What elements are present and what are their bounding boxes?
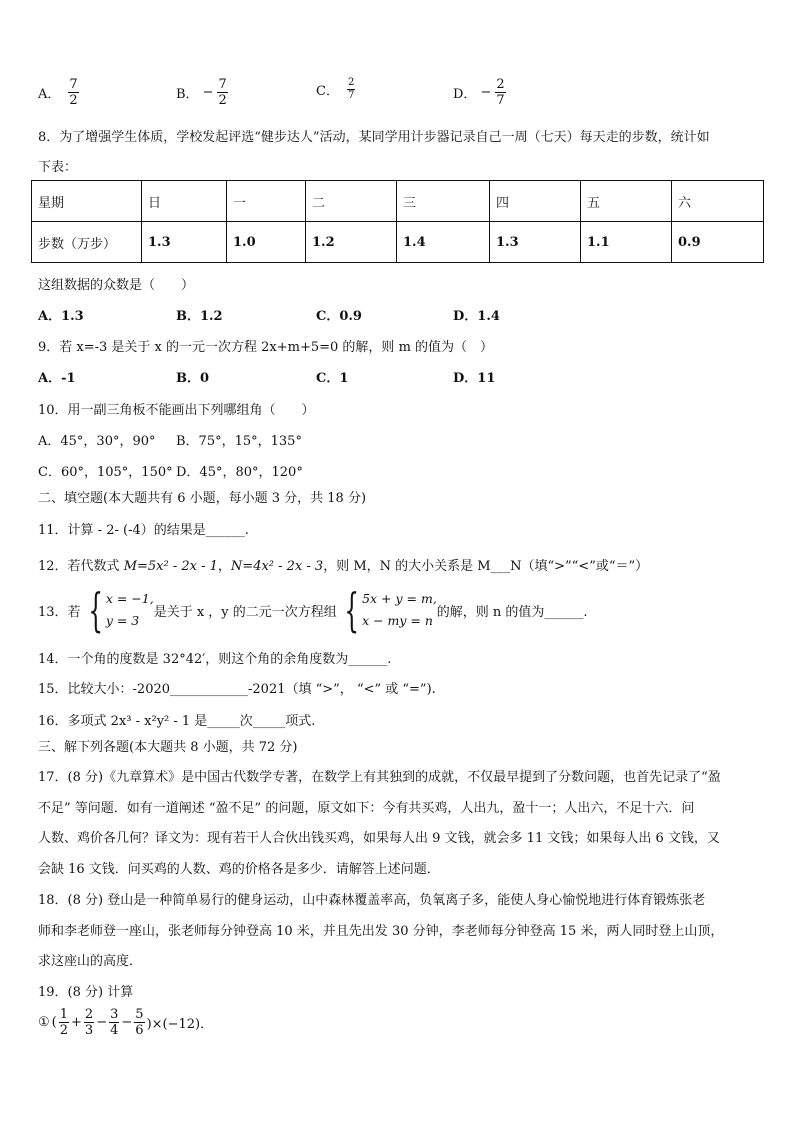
table-cell: 三 <box>397 181 490 222</box>
q7-option-d[interactable] <box>453 78 506 107</box>
q10-option-c[interactable]: C．60°，105°，150° <box>38 465 173 480</box>
section-heading-fill-blank: 二、填空题(本大题共有 6 小题，每小题 3 分，共 18 分) <box>38 491 367 506</box>
q12-n-expr: N=4x² - 2x - 3 <box>230 559 324 574</box>
fraction <box>109 1008 119 1037</box>
q11-text: 11．计算 - 2- (-4）的结果是______. <box>38 523 249 538</box>
q13-prefix: 13．若 <box>38 604 81 620</box>
table-cell: 1.4 <box>397 222 490 263</box>
fraction <box>495 78 505 107</box>
q10-option-a[interactable]: A．45°，30°，90° <box>38 434 156 449</box>
q7-option-c[interactable] <box>316 78 355 101</box>
q8-option-d[interactable]: D．1.4 <box>453 309 500 324</box>
q16-text: 16．多项式 2x³ - x²y² - 1 是_____次_____项式. <box>38 714 316 729</box>
table-cell: 1.2 <box>306 222 397 263</box>
q9-option-b[interactable]: B．0 <box>176 371 210 386</box>
option-label: A． <box>38 87 61 102</box>
table-cell: 步数（万步） <box>32 222 142 263</box>
table-header-row <box>32 181 764 222</box>
system-line: x − my = n <box>362 613 433 628</box>
system-lines <box>362 588 437 632</box>
q7-option-a[interactable] <box>38 78 79 107</box>
table-cell: 五 <box>581 181 672 222</box>
table-cell: 四 <box>490 181 581 222</box>
equation-system-solution <box>81 583 154 637</box>
system-lines <box>106 588 154 632</box>
q13-middle: 是关于 x ，y 的二元一次方程组 <box>153 604 337 620</box>
table-cell: 六 <box>672 181 764 222</box>
q18-line: 求这座山的高度． <box>38 954 143 969</box>
q12-text <box>38 555 648 574</box>
numerator: 7 <box>69 77 78 92</box>
section-heading-solve: 三、解下列各题(本大题共 8 小题，共 72 分) <box>38 740 298 755</box>
fraction <box>59 1008 69 1037</box>
q8-question: 这组数据的众数是（ ） <box>38 278 195 293</box>
q10-option-d[interactable]: D．45°，80°，120° <box>176 465 303 480</box>
table-cell: 0.9 <box>672 222 764 263</box>
system-line: x = −1, <box>105 591 154 606</box>
option-label: D． <box>453 87 477 102</box>
fraction <box>347 78 355 101</box>
denominator: 7 <box>347 90 355 101</box>
q17-line: 不足” 等问题．如有一道阐述 “盈不足” 的问题，原文如下：今有共买鸡，人出九，盈十一；人出六，不足十六．问 <box>38 801 695 816</box>
q12-sep: ， <box>217 559 231 574</box>
numerator: 2 <box>84 1007 94 1022</box>
q15-text: 15．比较大小：-2020____________-2021（填 “>”， “<” 或 “=”). <box>38 682 436 697</box>
q8-text-line1: 8．为了增强学生体质，学校发起评选“健步达人”活动，某同学用计步器记录自己一周（七天）每天走的步数，统计如 <box>38 130 710 145</box>
q17-line: 会缺 16 文钱．问买鸡的人数、鸡的价格各是多少．请解答上述问题． <box>38 862 440 877</box>
steps-table <box>31 180 764 263</box>
q12-prefix: 12．若代数式 <box>38 559 124 574</box>
equation-system <box>337 583 437 637</box>
q9-option-a[interactable]: A．-1 <box>38 371 76 386</box>
operator: + <box>71 1015 82 1030</box>
q8-option-a[interactable]: A．1.3 <box>38 309 84 324</box>
open-paren: ( <box>51 1015 57 1030</box>
q8-option-b[interactable]: B．1.2 <box>176 309 223 324</box>
denominator: 2 <box>218 93 227 108</box>
q19-expression <box>38 1008 213 1037</box>
fraction <box>134 1008 144 1037</box>
q13-text <box>38 583 588 637</box>
table-cell: 日 <box>142 181 227 222</box>
q10-text: 10．用一副三角板不能画出下列哪组角（ ） <box>38 403 315 418</box>
item-mark: ① <box>38 1015 50 1030</box>
expression-tail: )×(−12)． <box>146 1017 214 1032</box>
denominator: 2 <box>69 93 78 108</box>
table-cell: 星期 <box>32 181 142 222</box>
numerator: 2 <box>496 77 505 92</box>
table-cell: 一 <box>227 181 306 222</box>
table-cell: 1.1 <box>581 222 672 263</box>
q18-line: 18．(8 分) 登山是一种简单易行的健身运动，山中森林覆盖率高，负氧离子多，能使人身心愉悦地进行体育锻炼张老 <box>38 893 706 908</box>
fraction <box>68 78 78 107</box>
fraction <box>217 78 227 107</box>
q8-text-line2: 下表： <box>38 160 78 175</box>
denominator: 6 <box>135 1023 144 1038</box>
table-cell: 1.0 <box>227 222 306 263</box>
operator: − <box>121 1015 133 1030</box>
table-row <box>32 222 764 263</box>
brace-icon: { <box>87 583 103 637</box>
q8-option-c[interactable]: C．0.9 <box>316 309 362 324</box>
denominator: 3 <box>84 1023 94 1038</box>
q12-suffix: ，则 M，N 的大小关系是 M___N（填“>”“<”或“＝”） <box>323 559 649 574</box>
q10-option-b[interactable]: B．75°，15°，135° <box>176 434 302 449</box>
system-line: y = 3 <box>105 613 140 628</box>
fraction <box>84 1008 94 1037</box>
q9-option-d[interactable]: D．11 <box>453 371 496 386</box>
table-cell: 1.3 <box>142 222 227 263</box>
q17-line: 17．(8 分)《九章算术》是中国古代数学专著，在数学上有其独到的成就，不仅最早提到了分数问题，也首先记录了“盈 <box>38 770 721 785</box>
q19-title: 19．(8 分) 计算 <box>38 985 134 1000</box>
brace-icon: { <box>344 583 359 637</box>
table-cell: 二 <box>306 181 397 222</box>
q17-line: 人数、鸡价各几何？译文为：现有若干人合伙出钱买鸡，如果每人出 9 文钱，就会多 11 文钱；如果每人出 6 文钱，又 <box>38 831 720 846</box>
system-line: 5x + y = m, <box>362 591 437 606</box>
denominator: 2 <box>59 1023 69 1038</box>
numerator: 5 <box>135 1007 144 1022</box>
q14-text: 14．一个角的度数是 32°42′，则这个角的余角度数为______. <box>38 652 392 667</box>
option-label: C． <box>316 84 339 99</box>
numerator: 2 <box>347 77 355 88</box>
q13-suffix: 的解，则 n 的值为______. <box>436 604 588 620</box>
table-cell: 1.3 <box>490 222 581 263</box>
numerator: 1 <box>59 1007 69 1022</box>
q9-option-c[interactable]: C．1 <box>316 371 349 386</box>
q7-option-b[interactable] <box>176 78 228 107</box>
denominator: 7 <box>496 93 505 108</box>
option-sign: − <box>202 85 214 100</box>
operator: − <box>96 1015 108 1030</box>
option-sign: − <box>480 85 492 100</box>
numerator: 7 <box>218 77 227 92</box>
q9-text: 9．若 x=-3 是关于 x 的一元一次方程 2x+m+5=0 的解，则 m 的值为（ ） <box>38 340 494 355</box>
numerator: 3 <box>110 1007 119 1022</box>
q12-m-expr: M=5x² - 2x - 1 <box>123 559 218 574</box>
q18-line: 师和李老师登一座山，张老师每分钟登高 10 米，并且先出发 30 分钟，李老师每分钟登高 15 米，两人同时登上山顶， <box>38 924 724 939</box>
denominator: 4 <box>110 1023 119 1038</box>
option-label: B． <box>176 87 199 102</box>
